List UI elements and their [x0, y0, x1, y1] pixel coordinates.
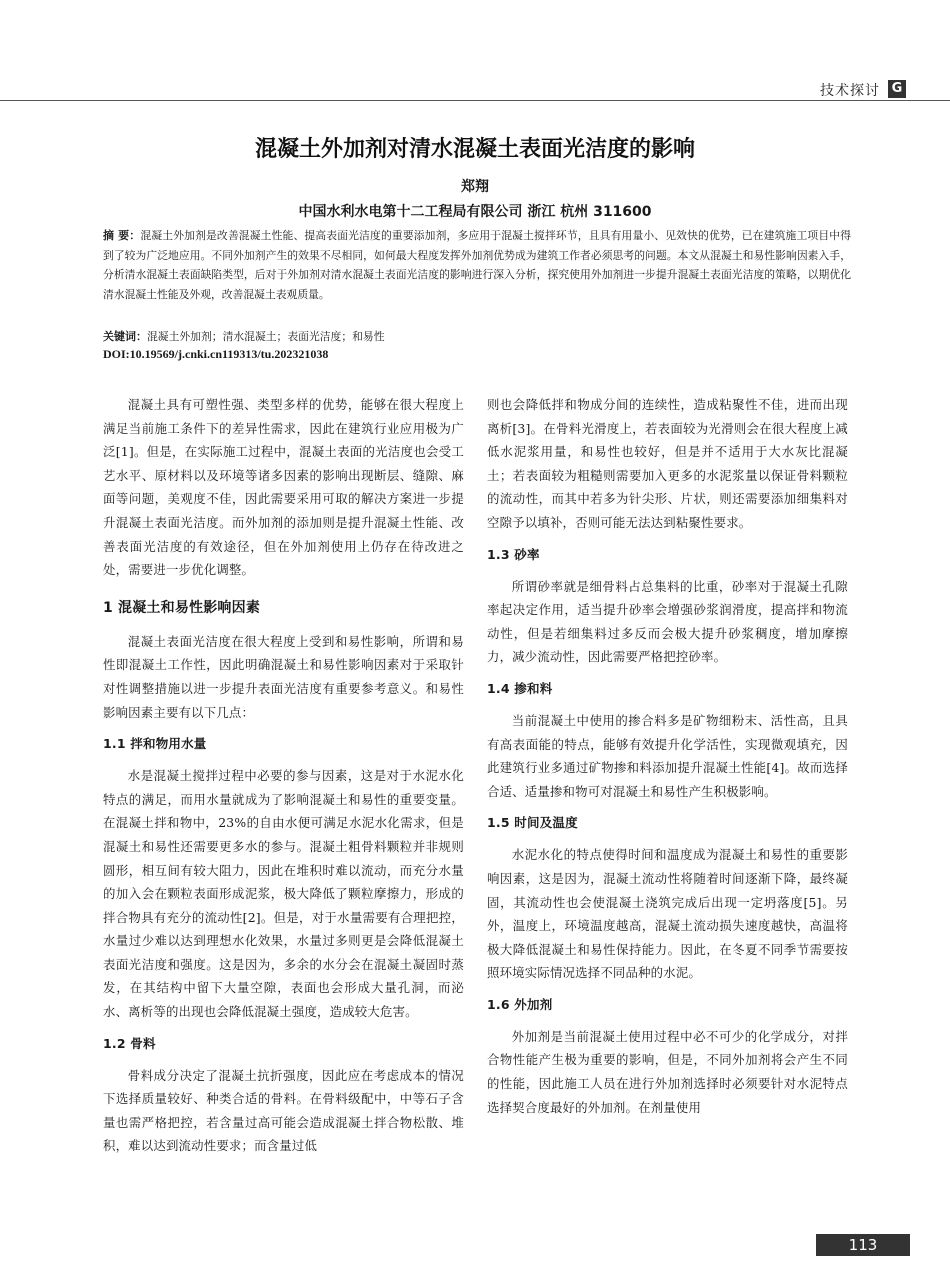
- paragraph-1-6: 外加剂是当前混凝土使用过程中必不可少的化学成分，对拌合物性能产生极为重要的影响，但是，不同外加剂将会产生不同的性能，因此施工人员在进行外加剂选择时必须要针对水泥特点选择契合度最好的外加剂。在剂量使用: [487, 1028, 848, 1115]
- subsection-heading-1-6: 1.6 外加剂: [487, 996, 553, 1012]
- subsection-heading-1-5: 1.5 时间及温度: [487, 815, 578, 831]
- keywords-text: 混凝土外加剂；清水混凝土；表面光洁度；和易性: [147, 330, 385, 343]
- page-number: 113: [816, 1234, 910, 1256]
- abstract: [103, 226, 851, 304]
- abstract-text: 混凝土外加剂是改善混凝土性能、提高表面光洁度的重要添加剂，多应用于混凝土搅拌环节，且具有用量小、见效快的优势，已在建筑施工项目中得到了较为广泛地应用。不同外加剂产生的效果不尽相同，如何最大程度发挥外加剂优势成为建筑工作者必须思考的问题。本文从混凝土和易性影响因素入手，分析清水混凝土表面缺陷类型，后对于外加剂对清水混凝土表面光洁度的影响进行深入分析，探究使用外加剂进一步提升混凝土表面光洁度的策略，以期优化清水混凝土性能及外观，改善混凝土表观质量。: [103, 229, 851, 301]
- doi: DOI:10.19569/j.cnki.cn119313/tu.202321038: [103, 347, 329, 361]
- author: 郑翔: [461, 179, 489, 195]
- section-heading-1: 1 混凝土和易性影响因素: [103, 599, 261, 616]
- keywords: [103, 328, 851, 346]
- section-label: 技术探讨: [820, 83, 880, 99]
- paragraph-1-3: 所谓砂率就是细骨料占总集料的比重，砂率对于混凝土孔隙率起决定作用，适当提升砂率会增强砂浆润滑度，提高拌和物流动性，但是若细集料过多反而会极大提升砂浆稠度，增加摩擦力，减少流动性，因此需要严格把控砂率。: [487, 578, 848, 665]
- right-column: [487, 393, 848, 1119]
- paper-title: 混凝土外加剂对清水混凝土表面光洁度的影响: [254, 137, 695, 162]
- subsection-heading-1-3: 1.3 砂率: [487, 546, 540, 562]
- subsection-heading-1-1: 1.1 拌和物用水量: [103, 736, 207, 752]
- keywords-label: 关键词：: [103, 330, 147, 343]
- left-column: [103, 393, 464, 1158]
- subsection-heading-1-4: 1.4 掺和料: [487, 680, 553, 696]
- paragraph-1: 混凝土表面光洁度在很大程度上受到和易性影响，所谓和易性即混凝土工作性，因此明确混凝土和易性影响因素对于采取针对性调整措施以进一步提升表面光洁度有重要参考意义。和易性影响因素主要有以下几点：: [103, 633, 464, 720]
- paragraph-1-5: 水泥水化的特点使得时间和温度成为混凝土和易性的重要影响因素，这是因为，混凝土流动性将随着时间逐渐下降，最终凝固，其流动性也会使混凝土浇筑完成后出现一定坍落度[5]。另外，温度上，环境温度越高，混凝土流动损失速度越快，高温将极大降低混凝土和易性保持能力。因此，在冬夏不同季节需要按照环境实际情况选择不同品种的水泥。: [487, 847, 848, 981]
- paragraph-1-1: 水是混凝土搅拌过程中必要的参与因素，这是对于水泥水化特点的满足，而用水量就成为了影响混凝土和易性的重要变量。在混凝土拌和物中，23%的自由水便可满足水泥水化需求，但是混凝土和易性还需要更多水的参与。混凝土粗骨料颗粒并非规则圆形，相互间有较大阻力，因此在堆积时难以流动，而充分水量的加入会在颗粒表面形成泥浆，极大降低了颗粒摩擦力，形成的拌合物具有充分的流动性[2]。但是，对于水量需要有合理把控，水量过少难以达到理想水化效果，水量过多则更是会降低混凝土表面光洁度和强度。这是因为，多余的水分会在混凝土凝固时蒸发，在其结构中留下大量空隙，表面也会形成大量孔洞，而泌水、离析等的出现也会降低混凝土强度，造成较大危害。: [103, 768, 464, 1020]
- intro-paragraph: 混凝土具有可塑性强、类型多样的优势，能够在很大程度上满足当前施工条件下的差异性需求，因此在建筑行业应用极为广泛[1]。但是，在实际施工过程中，混凝土表面的光洁度也会受工艺水平、原材料以及环境等诸多因素的影响出现断层、缝隙、麻面等问题，美观度不佳，因此需要采用可取的解决方案进一步提升混凝土表面光洁度。而外加剂的添加则是提升混凝土性能、改善表面光洁度的有效途径，但在外加剂使用上仍存在待改进之处，需要进一步优化调整。: [103, 397, 464, 578]
- header-rule: [0, 100, 950, 101]
- abstract-label: 摘 要：: [103, 229, 141, 242]
- paragraph-1-2: 骨料成分决定了混凝土抗折强度，因此应在考虑成本的情况下选择质量较好、种类合适的骨料。在骨料级配中，中等石子含量也需严格把控，若含量过高可能会造成混凝土拌合物松散、堆积，难以达到流动性要求；而含量过低: [103, 1067, 464, 1154]
- affiliation: 中国水利水电第十二工程局有限公司 浙江 杭州 311600: [298, 204, 652, 220]
- paragraph-1-4: 当前混凝土中使用的掺合料多是矿物细粉末、活性高，且具有高表面能的特点，能够有效提升化学活性，实现微观填充，因此建筑行业多通过矿物掺和料添加提升混凝土性能[4]。故而选择合适、适量掺和物可对混凝土和易性产生积极影响。: [487, 712, 848, 799]
- subsection-heading-1-2: 1.2 骨料: [103, 1035, 156, 1051]
- paragraph-1-2-continued: 则也会降低拌和物成分间的连续性，造成粘聚性不佳，进而出现离析[3]。在骨料光滑度上，若表面较为光滑则会在很大程度上减低水泥浆用量，和易性也较好，但是并不适用于大水灰比混凝土；若表面较为粗糙则需要加入更多的水泥浆量以保证骨料颗粒的流动性，而其中若多为针尖形、片状，则还需要添加细集料对空隙予以填补，否则可能无法达到粘聚性要求。: [487, 397, 848, 530]
- section-logo-icon: G: [888, 80, 906, 98]
